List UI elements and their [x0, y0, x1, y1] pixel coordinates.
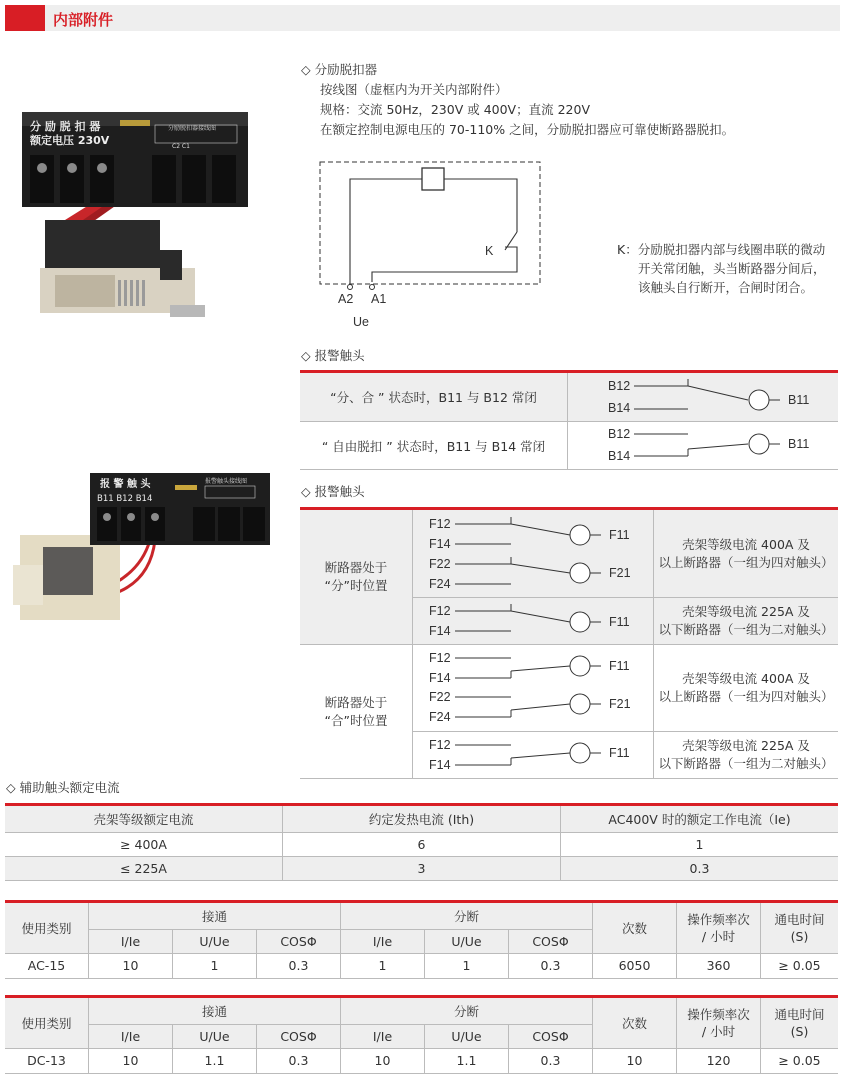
ac15-cell: 1 — [341, 953, 425, 978]
k-note-line-1: K：分励脱扣器内部与线圈串联的微动 — [617, 242, 826, 257]
dc13-sub: I/Ie — [89, 1024, 173, 1048]
alarm-table-2 — [300, 510, 838, 779]
section-title: 内部附件 — [53, 11, 114, 29]
ac15-cell: 0.3 — [257, 953, 341, 978]
ac15-sub: U/Ue — [173, 929, 257, 953]
contact-diagram-cell — [413, 645, 654, 732]
contact-f12-label: F12 — [429, 604, 451, 618]
state-closed-line-2: “合”时位置 — [324, 712, 388, 728]
contact-f11-label: F11 — [609, 528, 630, 542]
frame-desc-cell — [654, 732, 839, 779]
alarm1-row — [300, 373, 838, 422]
photo1-line2: 额定电压 230V — [30, 134, 110, 147]
contact-f11-label: F11 — [609, 615, 630, 629]
alarm1-row1-contact — [568, 373, 838, 418]
aux-cell: 3 — [283, 856, 561, 880]
contact-f12-label: F12 — [429, 651, 451, 665]
dc13-cell: 1.1 — [425, 1048, 509, 1073]
dc13-cell: 10 — [341, 1048, 425, 1073]
contact-f14-label: F14 — [429, 758, 451, 772]
state-closed-line-1: 断路器处于 — [324, 694, 388, 710]
state-closed-cell — [300, 645, 413, 779]
contact-f22-label: F22 — [429, 690, 451, 704]
ac15-freq-line-2: / 小时 — [701, 928, 736, 944]
dc13-header-row — [5, 998, 838, 1024]
ac15-freq-line-1: 操作频率次 — [687, 911, 750, 927]
ac15-header-time — [761, 903, 839, 953]
contact-diagram-cell — [413, 510, 654, 598]
alarm1-row2-diagram — [568, 422, 839, 470]
contact-b12-label: B12 — [608, 427, 631, 441]
aux-header-ith: 约定发热电流 (Ith) — [283, 806, 561, 832]
ac15-time-line-1: 通电时间 — [774, 911, 825, 927]
state-open-cell — [300, 510, 413, 645]
dc13-sub: U/Ue — [425, 1024, 509, 1048]
contact-f14-label: F14 — [429, 671, 451, 685]
diagram-ue-label: Ue — [353, 315, 369, 329]
aux-cell: ≥ 400A — [5, 832, 283, 856]
contact-f22-label: F22 — [429, 557, 451, 571]
frame-desc-line-1: 壳架等级电流 400A 及 — [682, 671, 810, 686]
ac15-table — [5, 903, 838, 979]
open-2pair-contact — [413, 598, 653, 641]
photo2-line1: 报 警 触 头 — [100, 479, 151, 490]
dc13-cell: 0.3 — [509, 1048, 593, 1073]
alarm1-row2-contact — [568, 422, 838, 466]
ac15-cell: 1 — [173, 953, 257, 978]
aux-cell: ≤ 225A — [5, 856, 283, 880]
ac15-cell: 10 — [89, 953, 173, 978]
dc13-header-make: 接通 — [89, 998, 341, 1024]
state-open-line-1: 断路器处于 — [324, 560, 388, 575]
aux-cell: 6 — [283, 832, 561, 856]
ac15-sub: I/Ie — [89, 929, 173, 953]
dc13-cell: DC-13 — [5, 1048, 89, 1073]
alarm1-row1-text: “分、合 ” 状态时，B11 与 B12 常闭 — [300, 373, 568, 422]
ac15-cell: 360 — [677, 953, 761, 978]
photo1-terms: C2 C1 — [172, 143, 190, 150]
state-open-line-2: “分”时位置 — [324, 578, 388, 593]
frame-desc-line-1: 壳架等级电流 225A 及 — [682, 604, 810, 619]
contact-f11-label: F11 — [609, 659, 630, 673]
header-accent-bar — [5, 5, 45, 31]
frame-desc-cell — [654, 598, 839, 645]
aux-row — [5, 856, 838, 880]
contact-f21-label: F21 — [609, 697, 631, 711]
contact-diagram-cell — [413, 598, 654, 645]
contact-f21-label: F21 — [609, 566, 631, 580]
section-header — [5, 5, 840, 31]
aux-cell: 0.3 — [689, 860, 710, 876]
dc13-cell: ≥ 0.05 — [778, 1053, 821, 1068]
photo1-line1: 分 励 脱 扣 器 — [30, 120, 101, 133]
diagram-a2-label: A2 — [338, 292, 354, 306]
photo2-line2: B11 B12 B14 — [97, 494, 153, 504]
frame-desc-line-1: 壳架等级电流 225A 及 — [682, 738, 810, 753]
dc13-cell: 10 — [593, 1048, 677, 1073]
closed-2pair-contact — [413, 732, 653, 775]
k-note-line-3: 该触头自行断开，合闸时闭合。 — [638, 280, 814, 295]
shunt-release-title: ◇ 分励脱扣器 — [301, 62, 378, 77]
shunt-release-photo — [10, 100, 250, 340]
alarm1-row — [300, 422, 838, 470]
dc13-header-count: 次数 — [593, 998, 677, 1048]
contact-f14-label: F14 — [429, 537, 451, 551]
contact-f14-label: F14 — [429, 624, 451, 638]
ac15-cell: 0.3 — [509, 953, 593, 978]
ac15-cell: 6050 — [593, 953, 677, 978]
dc13-header-frequency — [677, 998, 761, 1048]
frame-desc-line-2: 以下断路器（一组为二对触头） — [658, 622, 834, 637]
frame-desc-line-2: 以上断路器（一组为四对触头） — [658, 689, 834, 704]
dc13-header-category: 使用类别 — [5, 998, 89, 1048]
dc13-sub: COSΦ — [509, 1024, 593, 1048]
alarm2-row — [300, 645, 838, 732]
dc13-freq-line-2: / 小时 — [701, 1023, 736, 1039]
open-4pair-contact — [413, 510, 653, 594]
dc13-time-line-1: 通电时间 — [774, 1006, 825, 1022]
dc13-table — [5, 998, 838, 1074]
alarm1-row2-text: “ 自由脱扣 ” 状态时，B11 与 B14 常闭 — [300, 422, 568, 470]
frame-desc-cell — [654, 645, 839, 732]
aux-cell: 1 — [695, 836, 704, 852]
contact-b12-label: B12 — [608, 379, 631, 393]
ac15-header-break: 分断 — [341, 903, 593, 929]
aux-title: ◇ 辅助触头额定电流 — [6, 780, 120, 795]
dc13-header-time — [761, 998, 839, 1048]
ac15-header-frequency — [677, 903, 761, 953]
diagram-k-label: K — [485, 244, 494, 258]
diagram-a1-label: A1 — [371, 292, 387, 306]
photo2-label: 报警触头接线图 — [205, 478, 248, 485]
dc13-data-row — [5, 1048, 838, 1073]
alarm-title-2: ◇ 报警触头 — [301, 484, 365, 499]
alarm2-row — [300, 510, 838, 598]
shunt-wiring-diagram — [305, 150, 555, 335]
contact-b14-label: B14 — [608, 401, 631, 415]
contact-b14-label: B14 — [608, 449, 631, 463]
aux-current-table — [5, 806, 838, 881]
frame-desc-line-2: 以上断路器（一组为四对触头） — [658, 554, 834, 570]
aux-header-ie: AC400V 时的额定工作电流（Ie) — [608, 811, 791, 827]
contact-b11-label: B11 — [788, 437, 810, 451]
alarm-contact-photo — [5, 465, 275, 650]
frame-desc-cell — [654, 510, 839, 598]
ac15-cell: ≥ 0.05 — [778, 958, 821, 973]
ac15-header-category: 使用类别 — [5, 903, 89, 953]
frame-desc-line-1: 壳架等级电流 400A 及 — [682, 536, 810, 552]
ac15-header-make: 接通 — [89, 903, 341, 929]
contact-f12-label: F12 — [429, 738, 451, 752]
contact-f24-label: F24 — [429, 710, 451, 724]
dc13-cell: 10 — [89, 1048, 173, 1073]
alarm1-row1-diagram — [568, 373, 839, 422]
dc13-cell: 1.1 — [173, 1048, 257, 1073]
ac15-cell: AC-15 — [5, 953, 89, 978]
shunt-line-2: 规格：交流 50Hz，230V 或 400V；直流 220V — [320, 102, 590, 117]
dc13-sub: COSΦ — [257, 1024, 341, 1048]
ac15-header-count: 次数 — [593, 903, 677, 953]
closed-4pair-contact — [413, 645, 653, 728]
aux-header-row — [5, 806, 838, 832]
ac15-sub: U/Ue — [425, 929, 509, 953]
ac15-cell: 1 — [425, 953, 509, 978]
frame-desc-line-2: 以下断路器（一组为二对触头） — [658, 756, 834, 771]
dc13-header-break: 分断 — [341, 998, 593, 1024]
dc13-time-line-2: (S) — [790, 1023, 809, 1039]
ac15-sub: COSΦ — [257, 929, 341, 953]
contact-b11-label: B11 — [788, 393, 810, 407]
dc13-sub: I/Ie — [341, 1024, 425, 1048]
alarm-table-1 — [300, 373, 838, 470]
contact-f24-label: F24 — [429, 577, 451, 591]
aux-row — [5, 832, 838, 856]
ac15-sub: I/Ie — [341, 929, 425, 953]
k-note — [617, 240, 843, 297]
shunt-line-1: 按线图（虚框内为开关内部附件） — [320, 82, 508, 97]
dc13-freq-line-1: 操作频率次 — [687, 1006, 750, 1022]
ac15-time-line-2: (S) — [790, 928, 809, 944]
contact-f11-label: F11 — [609, 746, 630, 760]
ac15-header-row — [5, 903, 838, 929]
shunt-line-3: 在额定控制电源电压的 70-110% 之间，分励脱扣器应可靠使断路器脱扣。 — [320, 122, 735, 137]
dc13-sub: U/Ue — [173, 1024, 257, 1048]
dc13-cell: 120 — [677, 1048, 761, 1073]
dc13-cell: 0.3 — [257, 1048, 341, 1073]
contact-diagram-cell — [413, 732, 654, 779]
aux-header-frame: 壳架等级额定电流 — [5, 806, 283, 832]
contact-f12-label: F12 — [429, 517, 451, 531]
photo1-label: 分励脱扣器接线图 — [168, 125, 217, 132]
alarm-title-1: ◇ 报警触头 — [301, 348, 365, 363]
ac15-data-row — [5, 953, 838, 978]
k-note-line-2: 开关常闭触，头当断路器分间后， — [638, 261, 826, 276]
ac15-sub: COSΦ — [509, 929, 593, 953]
